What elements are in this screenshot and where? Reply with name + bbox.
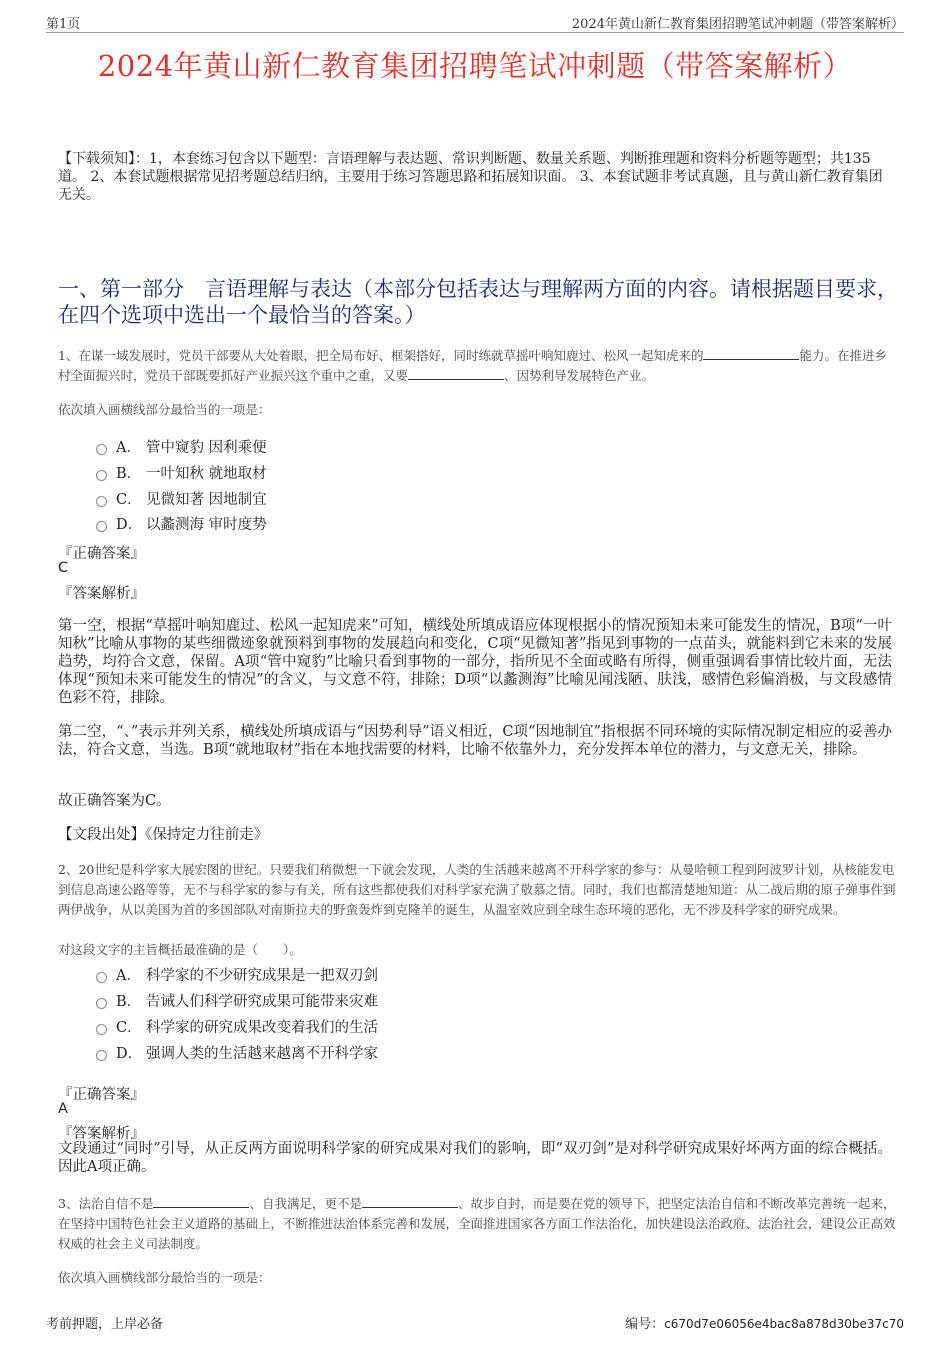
question-2-prompt: 对这段文字的主旨概括最准确的是（ ）。 xyxy=(58,942,302,957)
q1-answer-label: 『正确答案』 xyxy=(58,546,145,562)
q2-analysis-label: 『答案解析』 xyxy=(58,1126,145,1142)
q2-option-d[interactable]: D． 强调人类的生活越来越离不开科学家 xyxy=(96,1042,378,1063)
q1-option-a[interactable]: A． 管中窥豹 因利乘便 xyxy=(96,436,267,457)
question-1-text: 1、在谋一域发展时，党员干部要从大处着眼，把全局布好、框架搭好，同时练就草摇叶响知鹿过、松风一起知虎来的 能力。在推进乡村全面振兴时，党员干部既要抓好产业振兴这个重中之重，又要 、因势利导发展特色产业。 xyxy=(58,348,887,383)
download-notice: 【下载须知】：1，本套练习包含以下题型：言语理解与表达题、常识判断题、数量关系题、判断推理题和资料分析题等题型；共135道。 2、本套试题根据常见招考题总结归纳，主要用于练习答题思路和拓展知识面。 3、本套试题非考试真题，且与黄山新仁教育集团无关。 xyxy=(58,151,883,203)
fill-blank xyxy=(408,367,504,380)
fill-blank xyxy=(153,1195,249,1208)
fill-blank xyxy=(362,1195,458,1208)
radio-icon[interactable] xyxy=(96,1024,107,1035)
q1-analysis-label: 『答案解析』 xyxy=(58,586,145,602)
q2-analysis: 文段通过“同时”引导，从正反两方面说明科学家的研究成果对我们的影响，即“双刃剑”是对科学研究成果好坏两方面的综合概括。因此A项正确。 xyxy=(58,1141,892,1175)
q2-option-b[interactable]: B． 告诫人们科学研究成果可能带来灾难 xyxy=(96,990,378,1011)
radio-icon[interactable] xyxy=(96,1050,107,1061)
q2-answer-label: 『正确答案』 xyxy=(58,1087,145,1103)
question-2-text: 2、20世纪是科学家大展宏图的世纪。只要我们稍微想一下就会发现，人类的生活越来越离不开科学家的参与：从曼哈顿工程到阿波罗计划，从核能发电到信息高速公路等等，无不与科学家的参与有关，所有这些都使我们对科学家充满了敬慕之情。同时，我们也都清楚地知道：从二战后期的原子弹事件到两伊战争，从以美国为首的多国部队对南斯拉夫的野蛮轰炸到克隆羊的诞生，从温室效应到全球生态环境的恶化，无不涉及科学家的研究成果。 xyxy=(58,862,896,917)
radio-icon[interactable] xyxy=(96,972,107,983)
footer-code: 编号：c670d7e06056e4bac8a878d30be37c70 xyxy=(625,1317,904,1332)
question-1-prompt: 依次填入画横线部分最恰当的一项是： xyxy=(58,402,271,417)
q1-answer: C xyxy=(58,560,69,576)
header-title: 2024年黄山新仁教育集团招聘笔试冲刺题（带答案解析） xyxy=(571,17,904,32)
q2-answer: A xyxy=(58,1101,68,1117)
footer-slogan: 考前押题，上岸必备 xyxy=(46,1317,164,1332)
q1-option-b[interactable]: B． 一叶知秋 就地取材 xyxy=(96,462,267,483)
page-number: 第1页 xyxy=(46,17,81,32)
q1-analysis-1: 第一空，根据“草摇叶响知鹿过、松风一起知虎来”可知，横线处所填成语应体现根据小的情况预知未来可能发生的情况，B项“一叶知秋”比喻从事物的某些细微迹象就预料到事物的发展趋向和变化，C项“见微知著”指见到事物的一点苗头，就能料到它未来的发展趋势，均符合文意，保留。A项“管中窥豹”比喻只看到事物的一部分，指所见不全面或略有所得，侧重强调看事情比较片面，无法体现“预知未来可能发生的情况”的含义，与文意不符，排除；D项“以蠡测海”比喻见闻浅陋、肤浅，感情色彩偏消极，与文段感情色彩不符，排除。 xyxy=(58,618,892,706)
question-3-text: 3、法治自信不是 、自我满足，更不是 、故步自封，而是要在党的领导下，把坚定法治自信和不断改革完善统一起来，在坚持中国特色社会主义道路的基础上，不断推进法治体系完善和发展，全面推进国家各方面工作法治化，加快建设法治政府、法治社会，建设公正高效权威的社会主义司法制度。 xyxy=(58,1196,896,1251)
q1-analysis-2: 第二空，“、”表示并列关系，横线处所填成语与“因势利导”语义相近，C项“因地制宜”指根据不同环境的实际情况制定相应的妥善办法，符合文意，当选。B项“就地取材”指在本地找需要的材料，比喻不依靠外力，充分发挥本单位的潜力，与文意无关，排除。 xyxy=(58,724,892,758)
header-divider xyxy=(46,32,904,33)
q1-option-d[interactable]: D． 以蠡测海 审时度势 xyxy=(96,513,267,534)
fill-blank xyxy=(703,347,799,360)
radio-icon[interactable] xyxy=(96,496,107,507)
section-title: 一、第一部分 言语理解与表达（本部分包括表达与理解两方面的内容。请根据题目要求，在四个选项中选出一个最恰当的答案。） xyxy=(58,277,898,327)
q2-option-c[interactable]: C． 科学家的研究成果改变着我们的生活 xyxy=(96,1016,378,1037)
document-title: 2024年黄山新仁教育集团招聘笔试冲刺题（带答案解析） xyxy=(97,49,853,83)
radio-icon[interactable] xyxy=(96,521,107,532)
q1-conclusion: 故正确答案为C。 xyxy=(58,793,171,809)
q1-option-c[interactable]: C． 见微知著 因地制宜 xyxy=(96,488,267,509)
question-3-prompt: 依次填入画横线部分最恰当的一项是： xyxy=(58,1270,271,1285)
q1-source: 【文段出处】《保持定力往前走》 xyxy=(58,827,269,843)
q2-option-a[interactable]: A． 科学家的不少研究成果是一把双刃剑 xyxy=(96,964,378,985)
radio-icon[interactable] xyxy=(96,998,107,1009)
radio-icon[interactable] xyxy=(96,444,107,455)
radio-icon[interactable] xyxy=(96,470,107,481)
